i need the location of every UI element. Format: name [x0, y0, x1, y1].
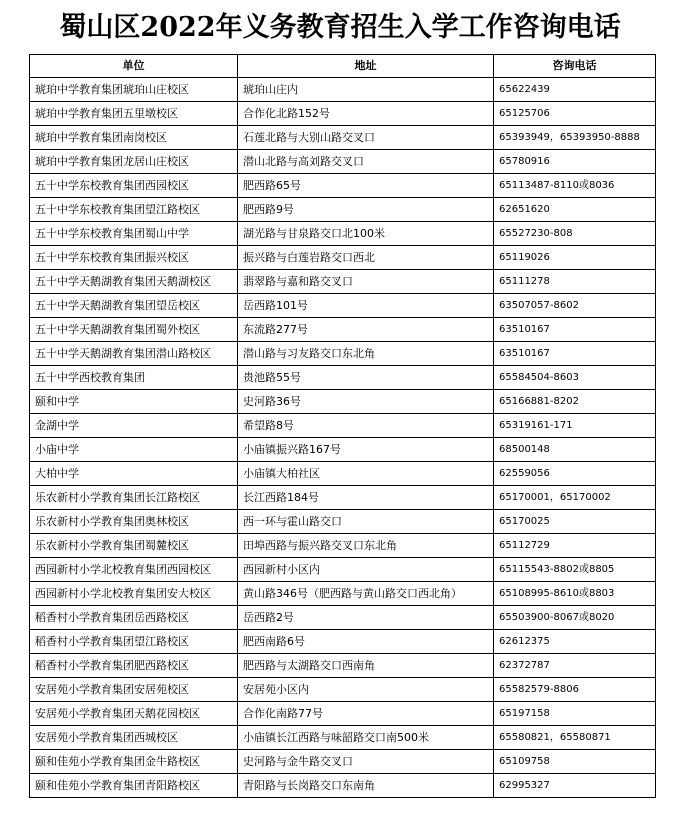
- cell-unit: 琥珀中学教育集团南岗校区: [30, 126, 238, 150]
- cell-address: 湖光路与甘泉路交口北100米: [238, 222, 494, 246]
- cell-phone: 65393949，65393950-8888: [494, 126, 656, 150]
- cell-unit: 琥珀中学教育集团龙居山庄校区: [30, 150, 238, 174]
- cell-unit: 五十中学天鹅湖教育集团潜山路校区: [30, 342, 238, 366]
- cell-unit: 颐和中学: [30, 390, 238, 414]
- table-row: [30, 750, 656, 774]
- cell-unit: 稻香村小学教育集团望江路校区: [30, 630, 238, 654]
- table-row: [30, 126, 656, 150]
- table-row: [30, 534, 656, 558]
- table-row: [30, 318, 656, 342]
- cell-address: 安居苑小区内: [238, 678, 494, 702]
- table-row: [30, 294, 656, 318]
- cell-address: 长江西路184号: [238, 486, 494, 510]
- cell-phone: 65115543-8802或8805: [494, 558, 656, 582]
- cell-address: 小庙镇长江西路与味韶路交口南500米: [238, 726, 494, 750]
- cell-address: 肥西路与太湖路交口西南角: [238, 654, 494, 678]
- cell-phone: 62612375: [494, 630, 656, 654]
- cell-phone: 62372787: [494, 654, 656, 678]
- cell-address: 西园新村小区内: [238, 558, 494, 582]
- table-row: [30, 174, 656, 198]
- cell-unit: 安居苑小学教育集团西城校区: [30, 726, 238, 750]
- cell-address: 潜山路与习友路交口东北角: [238, 342, 494, 366]
- cell-phone: 62995327: [494, 774, 656, 798]
- cell-phone: 65109758: [494, 750, 656, 774]
- table-row: [30, 510, 656, 534]
- cell-unit: 小庙中学: [30, 438, 238, 462]
- cell-phone: 65580821，65580871: [494, 726, 656, 750]
- page-title: 蜀山区2022年义务教育招生入学工作咨询电话: [59, 12, 621, 43]
- table-row: [30, 342, 656, 366]
- cell-phone: 65125706: [494, 102, 656, 126]
- cell-phone: 65108995-8610或8803: [494, 582, 656, 606]
- table-row: [30, 654, 656, 678]
- cell-phone: 65780916: [494, 150, 656, 174]
- cell-unit: 五十中学天鹅湖教育集团天鹅湖校区: [30, 270, 238, 294]
- cell-address: 岳西路101号: [238, 294, 494, 318]
- table-row: [30, 78, 656, 102]
- cell-unit: 五十中学东校教育集团西园校区: [30, 174, 238, 198]
- table-row: [30, 726, 656, 750]
- cell-phone: 65503900-8067或8020: [494, 606, 656, 630]
- table-row: [30, 774, 656, 798]
- cell-phone: 65166881-8202: [494, 390, 656, 414]
- cell-address: 振兴路与白莲岩路交口西北: [238, 246, 494, 270]
- table-row: [30, 222, 656, 246]
- cell-phone: 63510167: [494, 318, 656, 342]
- cell-unit: 乐农新村小学教育集团奥林校区: [30, 510, 238, 534]
- table-row: [30, 438, 656, 462]
- cell-phone: 68500148: [494, 438, 656, 462]
- cell-phone: 65319161-171: [494, 414, 656, 438]
- cell-unit: 安居苑小学教育集团天鹅花园校区: [30, 702, 238, 726]
- cell-unit: 金湖中学: [30, 414, 238, 438]
- cell-address: 小庙镇大柏社区: [238, 462, 494, 486]
- cell-phone: 65622439: [494, 78, 656, 102]
- cell-address: 史河路与金牛路交叉口: [238, 750, 494, 774]
- cell-phone: 65582579-8806: [494, 678, 656, 702]
- contact-table: [29, 54, 656, 798]
- cell-address: 潜山北路与高刘路交叉口: [238, 150, 494, 174]
- cell-unit: 西园新村小学北校教育集团安大校区: [30, 582, 238, 606]
- cell-unit: 五十中学东校教育集团蜀山中学: [30, 222, 238, 246]
- cell-unit: 五十中学东校教育集团望江路校区: [30, 198, 238, 222]
- table-row: [30, 702, 656, 726]
- cell-address: 史河路36号: [238, 390, 494, 414]
- table-row: [30, 246, 656, 270]
- column-header-phone: 咨询电话: [494, 55, 656, 78]
- column-header-unit: 单位: [30, 55, 238, 78]
- cell-unit: 安居苑小学教育集团安居苑校区: [30, 678, 238, 702]
- cell-phone: 63507057-8602: [494, 294, 656, 318]
- cell-phone: 63510167: [494, 342, 656, 366]
- cell-phone: 65197158: [494, 702, 656, 726]
- table-row: [30, 198, 656, 222]
- cell-address: 贵池路55号: [238, 366, 494, 390]
- cell-unit: 大柏中学: [30, 462, 238, 486]
- cell-address: 肥西路9号: [238, 198, 494, 222]
- table-row: [30, 462, 656, 486]
- cell-phone: 65113487-8110或8036: [494, 174, 656, 198]
- cell-unit: 琥珀中学教育集团五里墩校区: [30, 102, 238, 126]
- cell-address: 东流路277号: [238, 318, 494, 342]
- cell-phone: 65112729: [494, 534, 656, 558]
- table-row: [30, 606, 656, 630]
- table-row: [30, 102, 656, 126]
- cell-unit: 琥珀中学教育集团琥珀山庄校区: [30, 78, 238, 102]
- cell-address: 肥西南路6号: [238, 630, 494, 654]
- cell-unit: 稻香村小学教育集团肥西路校区: [30, 654, 238, 678]
- cell-phone: 65527230-808: [494, 222, 656, 246]
- cell-address: 石莲北路与大别山路交叉口: [238, 126, 494, 150]
- table-header-row: [30, 55, 656, 78]
- table-row: [30, 630, 656, 654]
- cell-unit: 五十中学东校教育集团振兴校区: [30, 246, 238, 270]
- cell-unit: 五十中学天鹅湖教育集团蜀外校区: [30, 318, 238, 342]
- table-row: [30, 558, 656, 582]
- cell-unit: 西园新村小学北校教育集团西园校区: [30, 558, 238, 582]
- cell-unit: 五十中学天鹅湖教育集团望岳校区: [30, 294, 238, 318]
- cell-phone: 62651620: [494, 198, 656, 222]
- cell-unit: 乐农新村小学教育集团长江路校区: [30, 486, 238, 510]
- cell-unit: 稻香村小学教育集团岳西路校区: [30, 606, 238, 630]
- cell-phone: 65111278: [494, 270, 656, 294]
- cell-unit: 五十中学西校教育集团: [30, 366, 238, 390]
- table-body: [30, 78, 656, 798]
- table-row: [30, 414, 656, 438]
- cell-address: 西一环与霍山路交口: [238, 510, 494, 534]
- cell-unit: 乐农新村小学教育集团蜀麓校区: [30, 534, 238, 558]
- cell-address: 小庙镇振兴路167号: [238, 438, 494, 462]
- cell-unit: 颐和佳苑小学教育集团青阳路校区: [30, 774, 238, 798]
- cell-address: 翡翠路与嘉和路交叉口: [238, 270, 494, 294]
- cell-phone: 65170001，65170002: [494, 486, 656, 510]
- cell-address: 黄山路346号（肥西路与黄山路交口西北角）: [238, 582, 494, 606]
- table-row: [30, 582, 656, 606]
- cell-address: 合作化南路77号: [238, 702, 494, 726]
- table-row: [30, 150, 656, 174]
- cell-address: 岳西路2号: [238, 606, 494, 630]
- cell-address: 希望路8号: [238, 414, 494, 438]
- table-row: [30, 270, 656, 294]
- column-header-address: 地址: [238, 55, 494, 78]
- cell-address: 田埠西路与振兴路交叉口东北角: [238, 534, 494, 558]
- cell-address: 肥西路65号: [238, 174, 494, 198]
- cell-unit: 颐和佳苑小学教育集团金牛路校区: [30, 750, 238, 774]
- table-row: [30, 366, 656, 390]
- cell-address: 合作化北路152号: [238, 102, 494, 126]
- cell-phone: 62559056: [494, 462, 656, 486]
- cell-address: 青阳路与长岗路交口东南角: [238, 774, 494, 798]
- cell-phone: 65119026: [494, 246, 656, 270]
- table-row: [30, 678, 656, 702]
- cell-phone: 65584504-8603: [494, 366, 656, 390]
- cell-address: 琥珀山庄内: [238, 78, 494, 102]
- cell-phone: 65170025: [494, 510, 656, 534]
- table-row: [30, 390, 656, 414]
- table-row: [30, 486, 656, 510]
